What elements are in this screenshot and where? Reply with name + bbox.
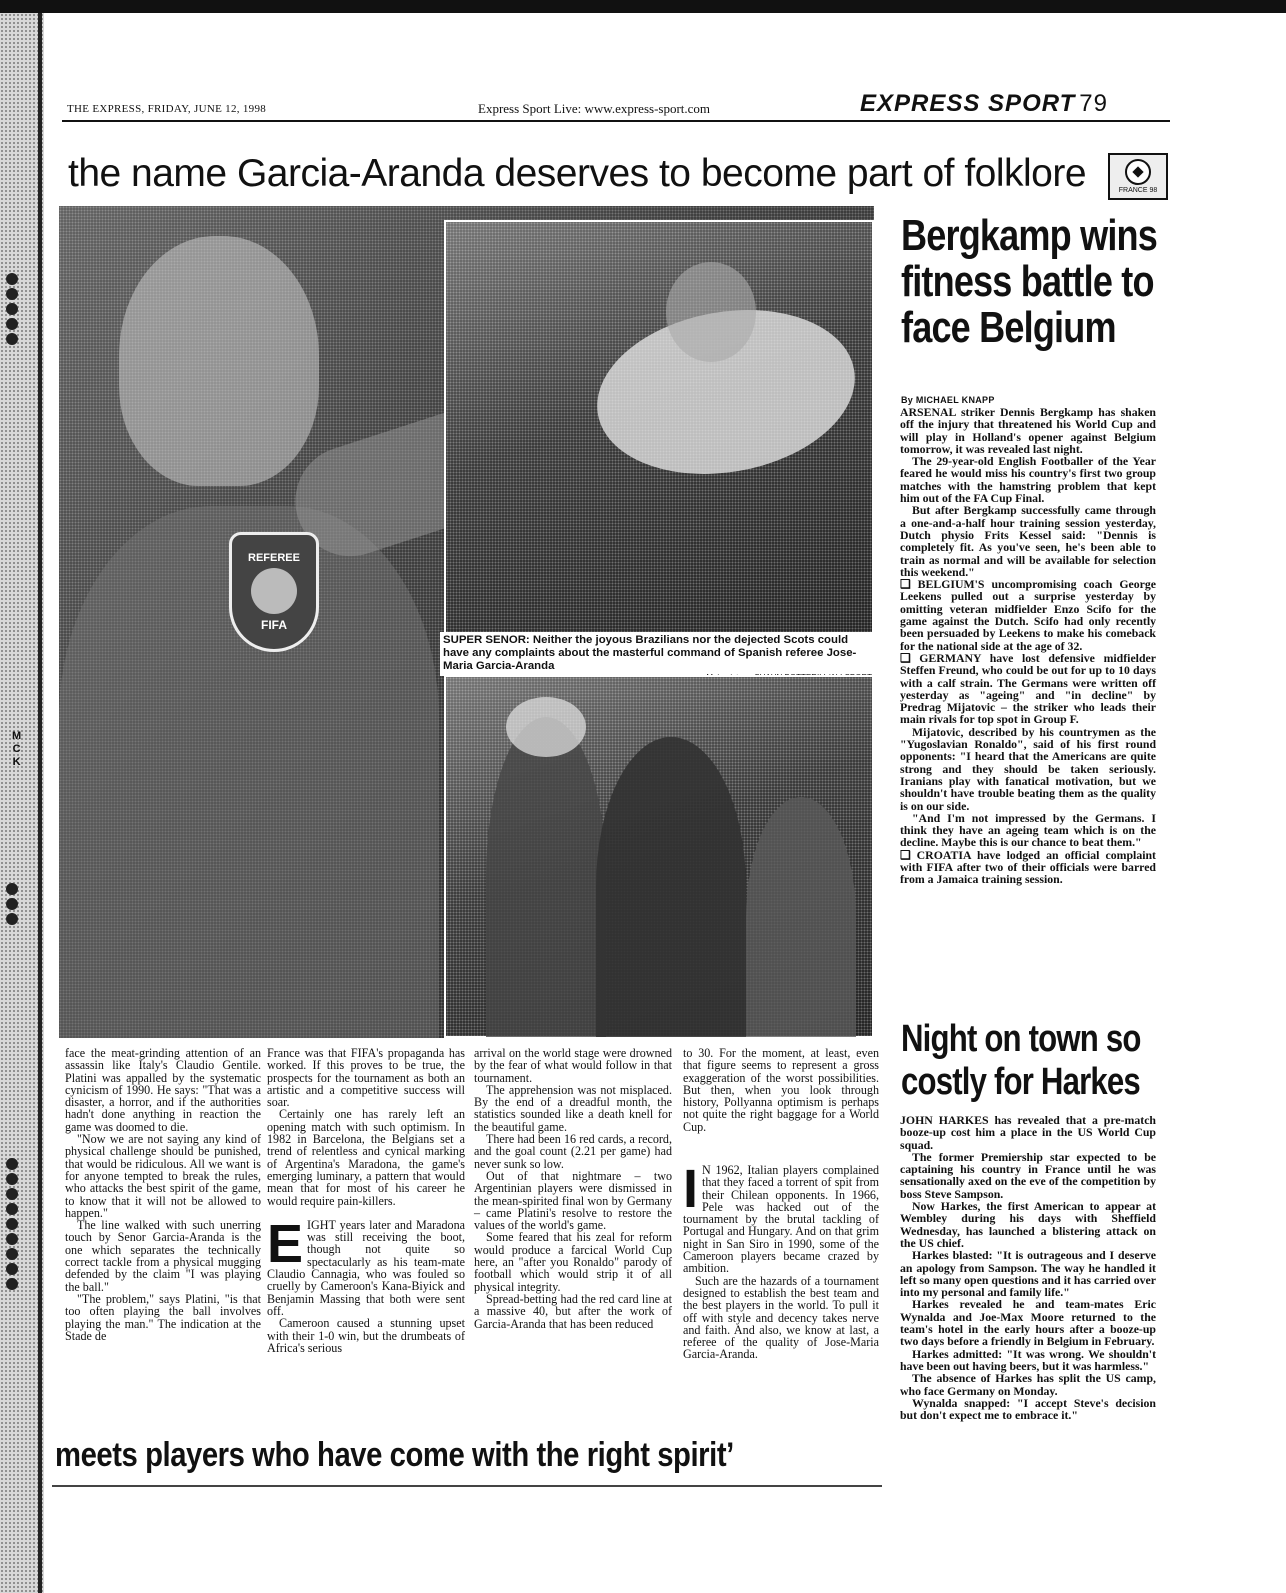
paragraph: The absence of Harkes has split the US camp, who face Germany on Monday.: [900, 1371, 1156, 1398]
paragraph: ❑ CROATIA have lodged an official complaint with FIFA after two of their officials were barred from a Jamaica training session.: [900, 847, 1156, 887]
caption-text: Neither the joyous Brazilians nor the dejected Scots could have any complaints about the masterful command of Spanish referee Jose-Maria Garcia-Aranda: [443, 634, 857, 672]
paragraph: "Now we are not saying any kind of physical challenge should be punished, that would be ridiculous. All we want is for anyone tempted to break the rules, who attacks the best spirit of the game, to know that it will not be allowed to happen.": [65, 1132, 261, 1220]
player-figure: [596, 737, 746, 1037]
world-cup-logo-icon: [1108, 153, 1168, 200]
web-line: Express Sport Live: www.express-sport.com: [478, 101, 711, 116]
paragraph: Out of that nightmare – two Argentinian players were dismissed in the mean-spirited final won by Germany – came Platini's resolve to restore the values of the world's game.: [474, 1168, 672, 1233]
paragraph: The line walked with such unerring touch by Senor Garcia-Aranda is the one which separates the technically correct tackle from a physical mugging defended by the claim "I was playing the ball.": [65, 1218, 261, 1294]
byline: By MICHAEL KNAPP: [901, 395, 995, 405]
paragraph-text: N 1962, Italian players complained that they faced a torrent of spit from their Chilean opponents. In 1966, Pele was hacked out of the tournament by the brutal tackling of Portugal and Hungary. And on that grim night in San Siro in 1990, some of the Cameroon players became crazed by ambition.: [683, 1163, 879, 1276]
paragraph: France was that FIFA's propaganda has worked. If this proves to be true, the prospects for the tournament as both an artistic and a competitive success will soar.: [267, 1046, 465, 1110]
paragraph: Wynalda snapped: "I accept Steve's decision but don't expect me to embrace it.": [900, 1395, 1156, 1423]
caption-lead: SUPER SENOR:: [443, 634, 530, 646]
paragraph: Harkes blasted: "It is outrageous and I deserve an apology from Sampson. The way he handled it left so many open questions and it has carried over into my personal and family life.": [900, 1248, 1156, 1300]
player-head: [506, 697, 586, 757]
punch-holes-upper: [6, 273, 20, 348]
paragraph: Some feared that his zeal for reform would produce a farcical World Cup here, an "after you Ronaldo" parody of football which would strip it of all physical integrity.: [474, 1230, 672, 1294]
paragraph: Spread-betting had the red card line at a massive 40, but after the work of Garcia-Aranda that has been reduced: [474, 1291, 672, 1331]
paragraph: But after Bergkamp successfully came through a one-and-a-half hour training session yesterday, Dutch physio Frits Kessel said: "Dennis is completely fit. As you've seen, he's been able to train as normal and will be available for selection this weekend.": [900, 503, 1156, 579]
drop-cap: E: [267, 1213, 304, 1274]
bergkamp-story: [900, 406, 1156, 886]
player-figure: [486, 717, 606, 1037]
photo-caption: [440, 632, 875, 676]
mck-letter: M: [12, 730, 22, 742]
paragraph: Cameroon caused a stunning upset with their 1-0 win, but the drumbeats of Africa's serious: [267, 1316, 465, 1355]
paragraph: ❑ BELGIUM'S uncompromising coach George Leekens pulled out a surprise yesterday by omitting veteran midfielder Enzo Scifo for the game against the Dutch. Scifo had only recently been persuaded by Leekens to make his comeback for the national side at the age of 32.: [900, 577, 1156, 653]
player-figure: [746, 797, 856, 1037]
paragraph: to 30. For the moment, at least, even that figure seems to represent a gross exaggeration of the worst possibilities. But then, when you look through history, Pollyanna optimism is perhaps not quite the right baggage for a World Cup.: [683, 1046, 879, 1134]
mck-letter: C: [12, 743, 21, 755]
bottom-rule: [52, 1485, 882, 1487]
referee-head: [119, 236, 319, 486]
story-column-1: [65, 1047, 261, 1342]
harkes-headline: Night on town so costly for Harkes: [901, 1018, 1141, 1103]
paragraph: JOHN HARKES has revealed that a pre-match booze-up cost him a place in the US World Cup squad.: [900, 1113, 1156, 1152]
paragraph: face the meat-grinding attention of an assassin like Italy's Claudio Gentile. Platini was appalled by the systematic cynicism of 1990. He says: "That was a disaster, a horror, and if the authorities hadn't done anything in reaction the game was doomed to die.: [65, 1046, 261, 1134]
badge-emblem-icon: [251, 568, 297, 614]
pull-quote: meets players who have come with the right spirit’: [55, 1436, 734, 1474]
paragraph: Harkes admitted: "It was wrong. We shouldn't have been out having beers, but it was harmless.": [900, 1346, 1156, 1373]
paragraph: "The problem," says Platini, "is that too often playing the ball involves playing the man." The indication at the Stade de: [65, 1291, 261, 1343]
story-column-4-continued: [683, 1159, 879, 1362]
referee-badge: [229, 532, 319, 652]
binding-strip: [0, 13, 44, 1593]
mck-letter: K: [12, 756, 21, 768]
paragraph: [267, 1213, 465, 1318]
badge-top-text: REFEREE: [248, 552, 300, 564]
mck-marks: [12, 730, 21, 769]
top-border: [0, 0, 1286, 13]
story-column-3: [474, 1047, 672, 1330]
football-icon: [1125, 159, 1151, 185]
scots-photo: [444, 675, 874, 1038]
paragraph: Mijatovic, described by his countrymen as the "Yugoslavian Ronaldo", said of his first round opponents: "I heard that the Americans are quite strong and they should be taken seriously. Iranians play with fanatical motivation, but we shouldn't have trouble beating them as the quality is on our side.: [900, 724, 1156, 813]
paragraph: ❑ GERMANY have lost defensive midfielder Steffen Freund, who could be out for up to 10 days with a calf strain. The Germans were written off yesterday as "ageing" and "in decline" by Predrag Mijatovic – the striker who leads their main rivals for top spot in Group F.: [900, 650, 1156, 727]
paragraph: Harkes revealed he and team-mates Eric Wynalda and Joe-Max Moore returned to the team's hotel in the early hours after a booze-up two days before a friendly in Belgium in February.: [900, 1297, 1156, 1349]
punch-holes-lower: [6, 1158, 20, 1293]
paragraph-text: IGHT years later and Maradona was still receiving the boot, though not quite so spectacularly as his team-mate Claudio Cannagia, who was fouled so cruelly by Cameroon's Kana-Biyick and Benjamin Massing that both were sent off.: [267, 1217, 465, 1318]
date-line: THE EXPRESS, FRIDAY, JUNE 12, 1998: [67, 103, 267, 115]
paragraph: "And I'm not impressed by the Germans. I think they have an ageing team which is on the decline. Maybe this is our chance to beat them.": [900, 810, 1156, 850]
paragraph: There had been 16 red cards, a record, and the goal count (2.21 per game) had never sunk so low.: [474, 1132, 672, 1171]
paragraph: The former Premiership star expected to be captaining his country in France until he was sensationally axed on the eve of the competition by boss Steve Sampson.: [900, 1149, 1156, 1201]
section-name: EXPRESS SPORT: [860, 90, 1076, 117]
paragraph: ARSENAL striker Dennis Bergkamp has shaken off the injury that threatened his World Cup and will play in Holland's opener against Belgium tomorrow, it was revealed last night.: [900, 405, 1156, 456]
section-brand: [860, 90, 1108, 118]
harkes-story: [900, 1114, 1156, 1421]
binding-spine: [38, 13, 42, 1593]
paragraph: The 29-year-old English Footballer of the Year feared he would miss his country's first two group matches with the hamstring problem that kept him out of the FA Cup Final.: [900, 454, 1156, 506]
story-column-4: [683, 1047, 879, 1133]
paragraph: arrival on the world stage were drowned by the fear of what would follow in that tournament.: [474, 1046, 672, 1085]
main-headline: the name Garcia-Aranda deserves to become part of folklore: [68, 152, 1087, 195]
paragraph: The apprehension was not misplaced. By the end of a dreadful month, the statistics sounded like a death knell for the beautiful game.: [474, 1082, 672, 1134]
paragraph: Certainly one has rarely left an opening match with such optimism. In 1982 in Barcelona, the Belgians set a trend of relentless and cynical marking of Argentina's Maradona, the game's emerging luminary, a pattern that would mean that for most of his career he would require pain-killers.: [267, 1107, 465, 1208]
bergkamp-headline: Bergkamp wins fitness battle to face Belgium: [901, 211, 1158, 353]
logo-text: FRANCE 98: [1118, 187, 1158, 194]
drop-cap: I: [683, 1159, 699, 1219]
header-rule: [62, 120, 1170, 122]
story-column-2: [267, 1047, 465, 1354]
paragraph: [683, 1159, 879, 1276]
page-number: 79: [1079, 90, 1108, 117]
brazilians-photo: [444, 220, 874, 634]
badge-bottom-text: FIFA: [261, 618, 287, 632]
paragraph: Such are the hazards of a tournament designed to establish the best team and the best players in the world. To pull it off with style and decency takes nerve and faith. And also, we know at last, a referee of the quality of Jose-Maria Garcia-Aranda.: [683, 1273, 879, 1362]
paragraph: Now Harkes, the first American to appear at Wembley during his days with Sheffield Wednesday, has launched a blistering attack on the US chief.: [900, 1199, 1156, 1250]
player-head: [666, 262, 756, 362]
punch-holes-middle: [6, 883, 20, 928]
